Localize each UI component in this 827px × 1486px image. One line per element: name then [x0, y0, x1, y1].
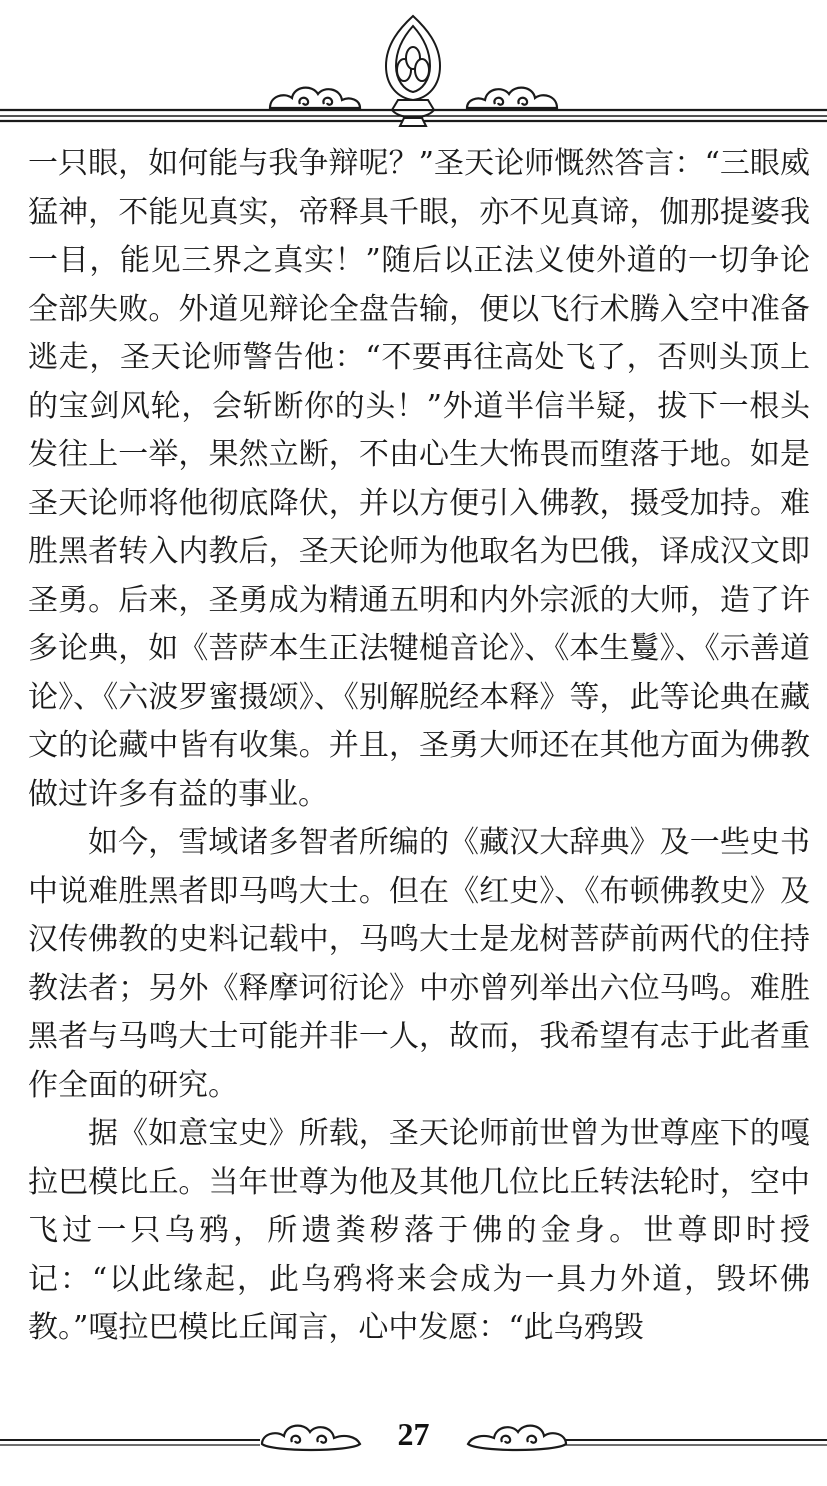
paragraph: 一只眼，如何能与我争辩呢？”圣天论师慨然答言：“三眼威猛神，不能见真实，帝释具千眼，亦不见真谛，伽那提婆我一目，能见三界之真实！”随后以正法义使外道的一切争论全部失败。外道见辩论全盘告输，便以飞行术腾入空中准备逃走，圣天论师警告他：“不要再往高处飞了，否则头顶上的宝剑风轮，会斩断你的头！”外道半信半疑，拔下一根头发往上一举，果然立断，不由心生大怖畏而堕落于地。如是圣天论师将他彻底降伏，并以方便引入佛教，摄受加持。难胜黑者转入内教后，圣天论师为他取名为巴俄，译成汉文即圣勇。后来，圣勇成为精通五明和内外宗派的大师，造了许多论典，如《菩萨本生正法犍槌音论》、《本生鬘》、《示善道论》、《六波罗蜜摄颂》、《别解脱经本释》等，此等论典在藏文的论藏中皆有收集。并且，圣勇大师还在其他方面为佛教做过许多有益的事业。	[28, 146, 810, 812]
page-number: 27	[397, 1416, 430, 1452]
cloud-scroll-right-icon	[467, 88, 557, 108]
cloud-scroll-left-icon	[270, 88, 360, 108]
header-ornament	[0, 0, 827, 140]
wish-fulfilling-jewel-icon	[386, 16, 440, 126]
paragraph: 如今，雪域诸多智者所编的《藏汉大辞典》及一些史书中说难胜黑者即马鸣大士。但在《红史》、《布顿佛教史》及汉传佛教的史料记载中，马鸣大士是龙树菩萨前两代的住持教法者；另外《释摩诃衍论》中亦曾列举出六位马鸣。难胜黑者与马鸣大士可能并非一人，故而，我希望有志于此者重作全面的研究。	[28, 825, 810, 1103]
paragraph: 据《如意宝史》所载，圣天论师前世曾为世尊座下的嘎拉巴模比丘。当年世尊为他及其他几位比丘转法轮时，空中飞过一只乌鸦，所遗粪秽落于佛的金身。世尊即时授记：“以此缘起，此乌鸦将来会成为一具力外道，毁坏佛教。”嘎拉巴模比丘闻言，心中发愿：“此乌鸦毁	[28, 1116, 810, 1345]
body-text	[28, 140, 810, 1353]
